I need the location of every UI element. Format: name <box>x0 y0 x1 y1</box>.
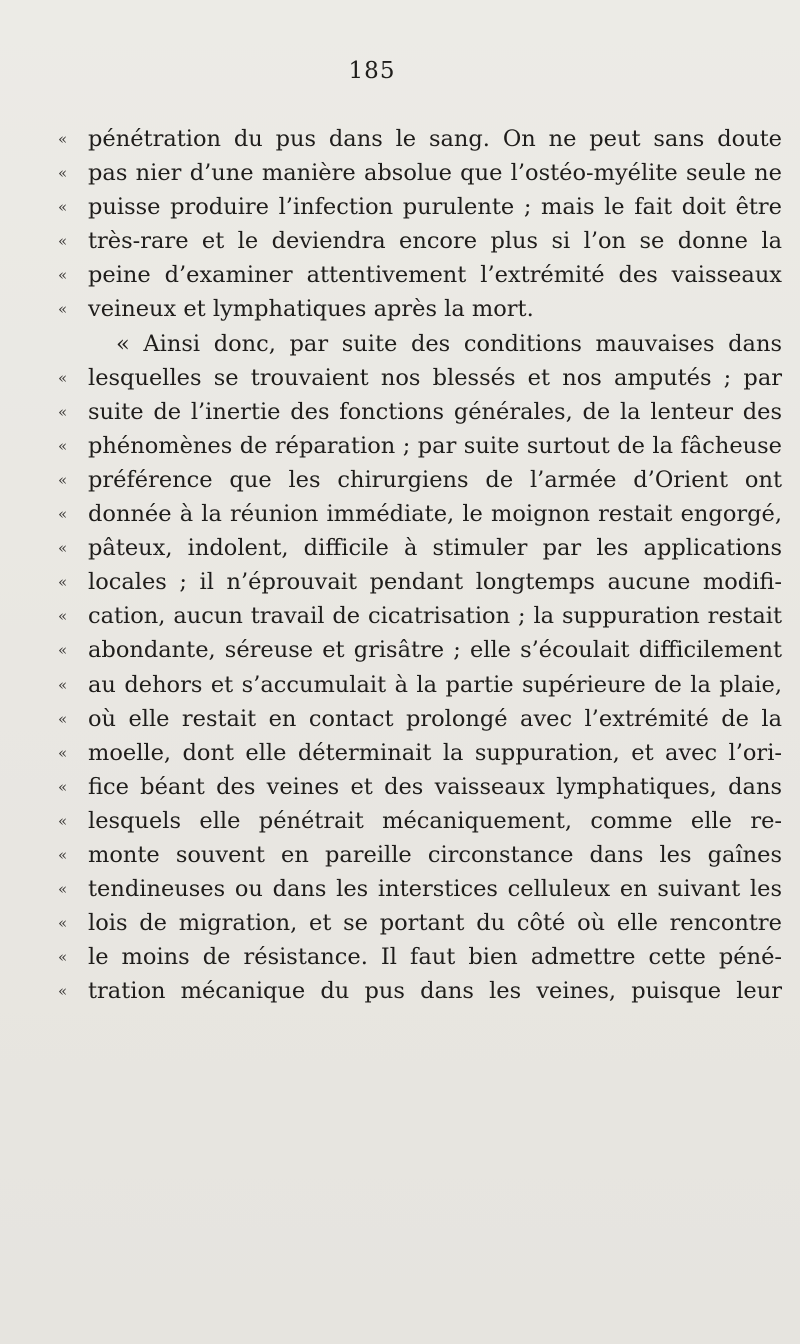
text-line <box>58 974 782 1008</box>
line-text: lois de migration, et se portant du côté où elle rencontre <box>88 910 782 937</box>
quote-mark: « <box>58 368 68 387</box>
text-line <box>58 224 782 258</box>
line-text: cation, aucun travail de cicatrisation ; la suppuration restait <box>88 603 782 630</box>
text-line <box>58 872 782 906</box>
page-number: 185 <box>348 58 396 84</box>
quote-mark: « <box>58 845 68 864</box>
line-text: locales ; il n’éprouvait pendant longtemps aucune modifi- <box>88 569 782 596</box>
text-line <box>58 702 782 736</box>
line-text: « Ainsi donc, par suite des conditions mauvaises dans <box>116 330 782 357</box>
line-text: pas nier d’une manière absolue que l’ostéo-myélite seule ne <box>88 160 782 187</box>
line-text: monte souvent en pareille circonstance dans les gaînes <box>88 841 782 868</box>
line-text: pénétration du pus dans le sang. On ne peut sans doute <box>88 126 782 152</box>
text-line <box>58 599 782 633</box>
line-text: tration mécanique du pus dans les veines, puisque leur <box>88 978 782 1005</box>
text-line <box>58 429 782 463</box>
quote-mark: « <box>58 505 68 524</box>
line-text: où elle restait en contact prolongé avec l’extrémité de la <box>88 705 782 732</box>
line-text: peine d’examiner attentivement l’extrémité des vaisseaux <box>88 262 782 289</box>
quote-mark: « <box>58 709 68 728</box>
quote-mark: « <box>58 198 68 217</box>
text-line <box>58 804 782 838</box>
text-line <box>70 327 782 361</box>
quote-mark: « <box>58 573 68 592</box>
quote-mark: « <box>58 777 68 796</box>
line-text: pâteux, indolent, difficile à stimuler par les applications <box>88 535 782 562</box>
text-line <box>58 395 782 429</box>
quote-mark: « <box>58 914 68 933</box>
quote-mark: « <box>58 641 68 660</box>
quote-mark: « <box>58 266 68 285</box>
text-line <box>58 736 782 770</box>
line-text: lesquels elle pénétrait mécaniquement, comme elle re- <box>88 807 782 834</box>
text-line <box>58 497 782 531</box>
line-text: moelle, dont elle déterminait la suppuration, et avec l’ori- <box>88 739 782 766</box>
line-text: donnée à la réunion immédiate, le moignon restait engorgé, <box>88 501 782 528</box>
quote-mark: « <box>58 811 68 830</box>
text-line <box>58 292 782 326</box>
quote-mark: « <box>58 436 68 455</box>
line-text: suite de l’inertie des fonctions générales, de la lenteur des <box>88 398 782 425</box>
quote-mark: « <box>58 470 68 489</box>
text-line <box>58 361 782 395</box>
quote-mark: « <box>58 743 68 762</box>
quote-mark: « <box>58 402 68 421</box>
text-line <box>58 668 782 702</box>
quote-mark: « <box>58 300 68 319</box>
quote-mark: « <box>58 607 68 626</box>
text-line <box>58 633 782 667</box>
text-line <box>58 156 782 190</box>
line-text: abondante, séreuse et grisâtre ; elle s’écoulait difficilement <box>88 637 782 664</box>
line-text: le moins de résistance. Il faut bien admettre cette péné- <box>88 944 782 971</box>
line-text: lesquelles se trouvaient nos blessés et nos amputés ; par <box>88 364 782 391</box>
quote-mark: « <box>58 982 68 1001</box>
quote-mark: « <box>58 675 68 694</box>
text-line <box>58 463 782 497</box>
text-line <box>58 258 782 292</box>
line-text: veineux et lymphatiques après la mort. <box>88 296 534 323</box>
line-text: préférence que les chirurgiens de l’armée d’Orient ont <box>88 466 782 493</box>
quote-mark: « <box>58 232 68 251</box>
line-text: tendineuses ou dans les interstices celluleux en suivant les <box>88 876 782 903</box>
quote-mark: « <box>58 130 68 148</box>
line-text: phénomènes de réparation ; par suite surtout de la fâcheuse <box>88 432 782 459</box>
quote-mark: « <box>58 948 68 967</box>
text-line <box>58 838 782 872</box>
line-text: très-rare et le deviendra encore plus si l’on se donne la <box>88 228 782 255</box>
line-text: puisse produire l’infection purulente ; mais le fait doit être <box>88 194 782 221</box>
text-line <box>58 531 782 565</box>
text-line <box>58 770 782 804</box>
quote-mark: « <box>58 880 68 899</box>
quote-mark: « <box>58 164 68 183</box>
text-line <box>58 190 782 224</box>
body-text <box>58 122 782 1008</box>
quote-mark: « <box>58 539 68 558</box>
line-text: fice béant des veines et des vaisseaux lymphatiques, dans <box>88 773 782 800</box>
text-line <box>58 565 782 599</box>
text-line <box>58 940 782 974</box>
text-line <box>58 906 782 940</box>
text-line <box>58 122 782 156</box>
line-text: au dehors et s’accumulait à la partie supérieure de la plaie, <box>88 671 782 698</box>
